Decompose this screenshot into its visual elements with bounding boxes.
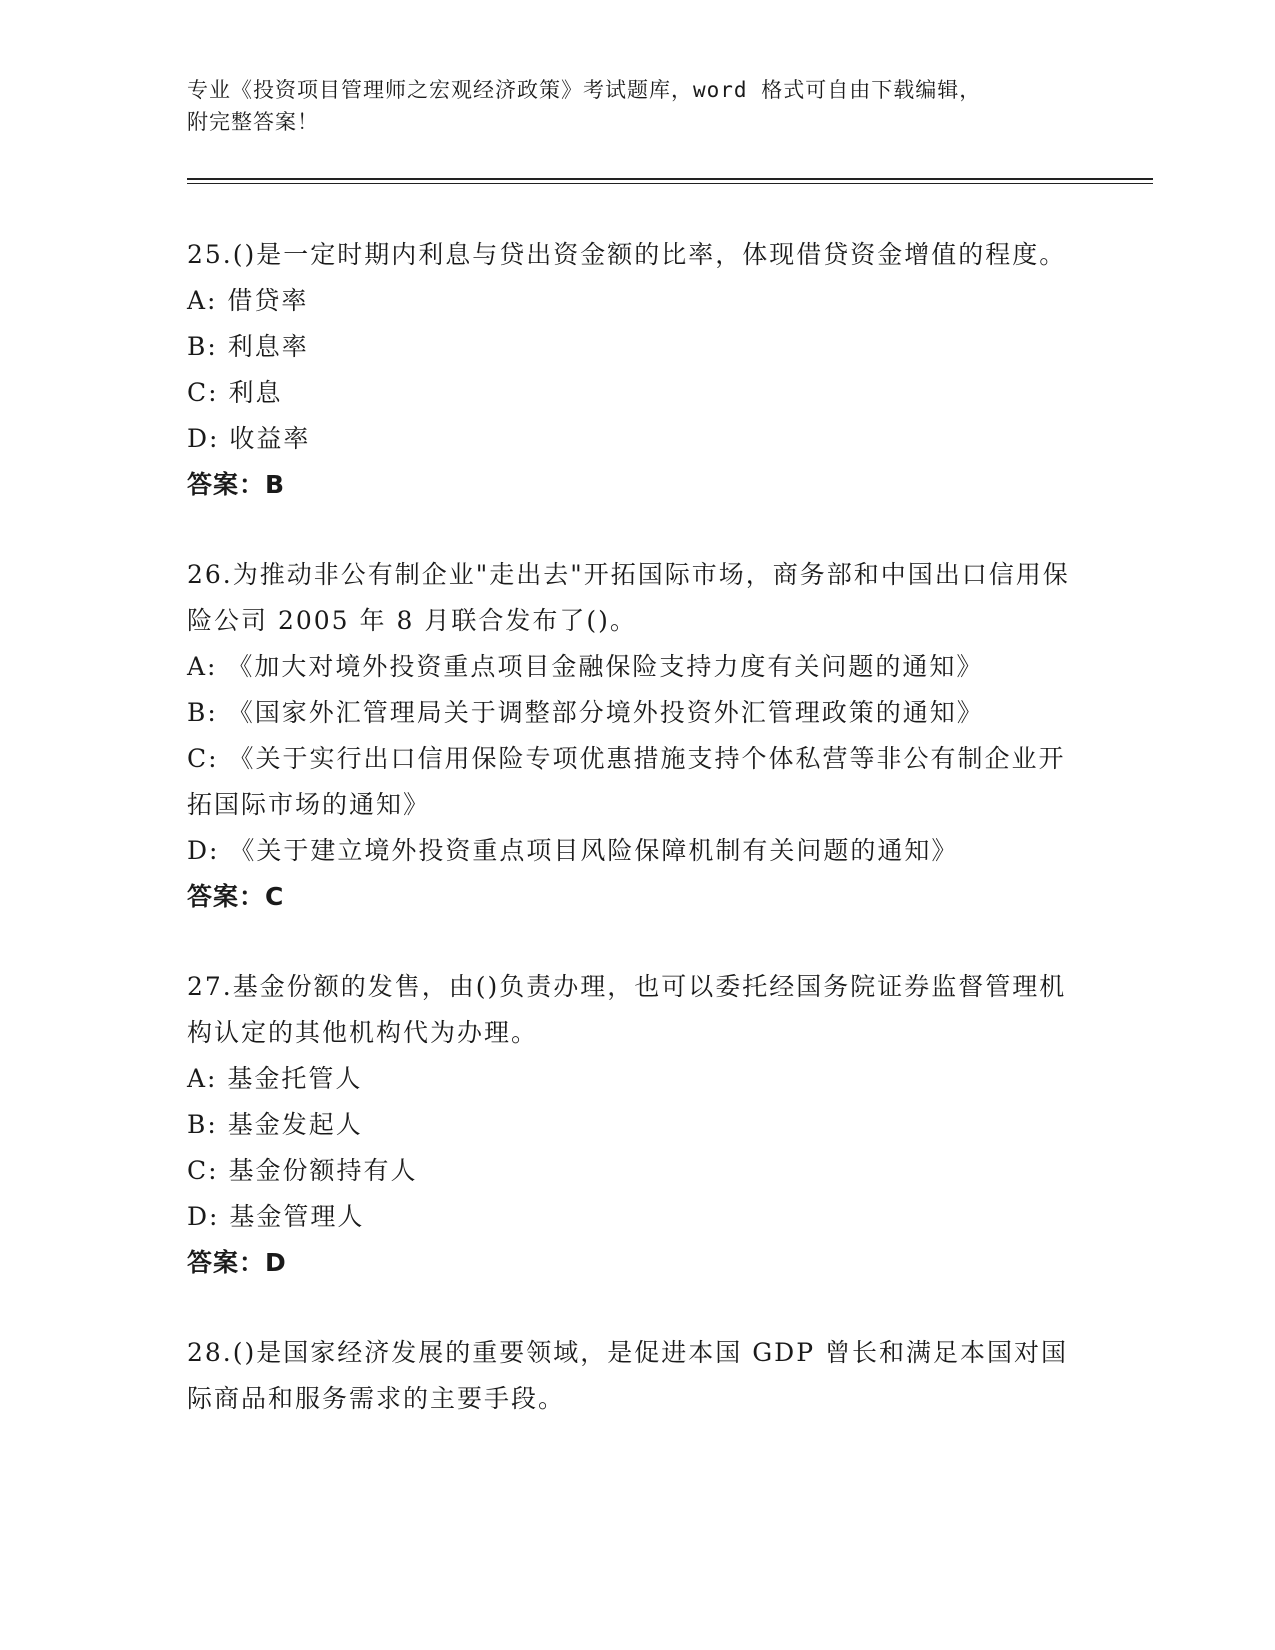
spacer <box>187 920 1077 964</box>
question-25 <box>187 232 1077 508</box>
option-c: C: 利息 <box>187 378 283 407</box>
question-27 <box>187 964 1077 1286</box>
answer: 答案：C <box>187 882 285 911</box>
header-line-2: 附完整答案！ <box>187 110 319 134</box>
question-28 <box>187 1330 1077 1422</box>
option-a: A: 基金托管人 <box>187 1064 363 1093</box>
header-line-1: 专业《投资项目管理师之宏观经济政策》考试题库，word 格式可自由下载编辑， <box>187 78 982 102</box>
option-d: D: 基金管理人 <box>187 1202 365 1231</box>
question-26 <box>187 552 1077 920</box>
question-text: 27.基金份额的发售，由()负责办理，也可以委托经国务院证券监督管理机构认定的其他机构代为办理。 <box>187 972 1067 1047</box>
option-c: C: 基金份额持有人 <box>187 1156 418 1185</box>
option-b: B: 利息率 <box>187 332 309 361</box>
answer: 答案：D <box>187 1248 287 1277</box>
spacer <box>187 1286 1077 1330</box>
question-text: 25.()是一定时期内利息与贷出资金额的比率，体现借贷资金增值的程度。 <box>187 240 1067 269</box>
option-b: B: 《国家外汇管理局关于调整部分境外投资外汇管理政策的通知》 <box>187 698 984 727</box>
spacer <box>187 508 1077 552</box>
answer: 答案：B <box>187 470 286 499</box>
option-c: C: 《关于实行出口信用保险专项优惠措施支持个体私营等非公有制企业开拓国际市场的通知》 <box>187 744 1066 819</box>
question-text: 26.为推动非公有制企业"走出去"开拓国际市场，商务部和中国出口信用保险公司 2005 年 8 月联合发布了()。 <box>187 560 1070 635</box>
question-list <box>187 232 1077 1422</box>
option-a: A: 《加大对境外投资重点项目金融保险支持力度有关问题的通知》 <box>187 652 984 681</box>
document-header <box>187 74 1087 138</box>
option-b: B: 基金发起人 <box>187 1110 363 1139</box>
option-a: A: 借贷率 <box>187 286 309 315</box>
option-d: D: 《关于建立境外投资重点项目风险保障机制有关问题的通知》 <box>187 836 959 865</box>
option-d: D: 收益率 <box>187 424 311 453</box>
question-text: 28.()是国家经济发展的重要领域，是促进本国 GDP 曾长和满足本国对国际商品和服务需求的主要手段。 <box>187 1338 1068 1413</box>
header-divider <box>187 178 1153 184</box>
